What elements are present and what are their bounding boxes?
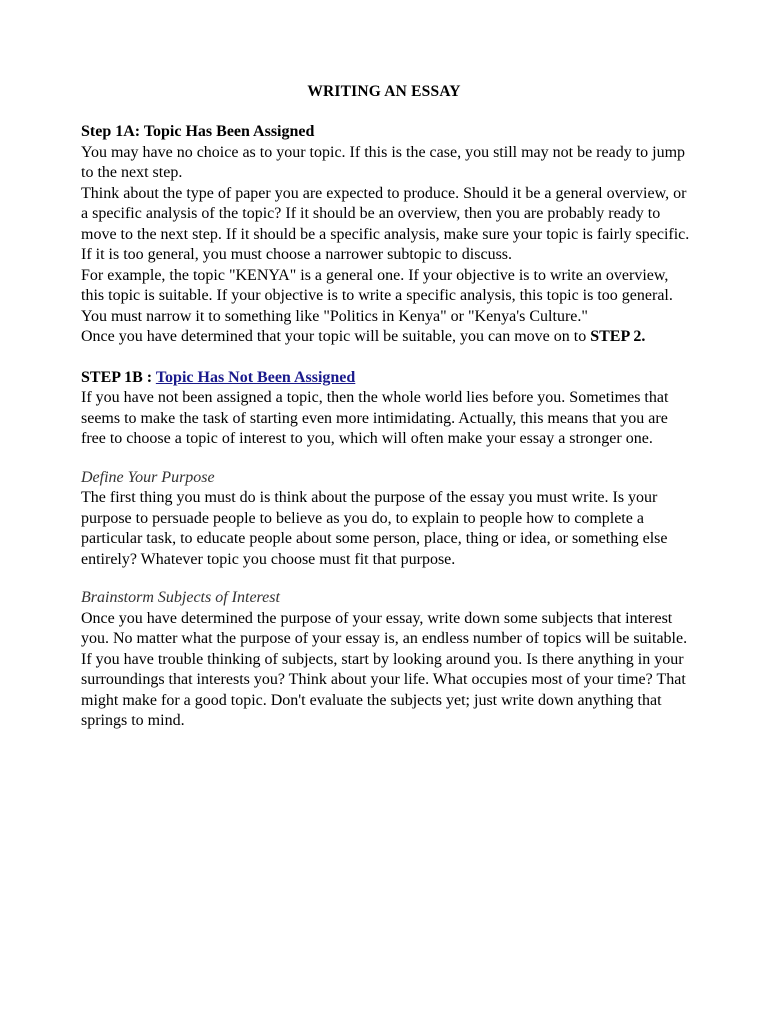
step-2-reference: STEP 2. bbox=[590, 328, 646, 345]
define-purpose-heading: Define Your Purpose bbox=[81, 468, 215, 486]
define-purpose-paragraph: The first thing you must do is think about the purpose of the essay you must write. Is your purpose to persuade people to believe as you do, to explain to people how to complete a particular task, to educate people about some person, place, thing or idea, or something else entirely? Whatever topic you choose must fit that purpose. bbox=[81, 489, 668, 568]
step-1b-paragraph-1: If you have not been assigned a topic, then the whole world lies before you. Sometimes that seems to make the task of starting even more intimidating. Actually, this means that you are free to choose a topic of interest to you, which will often make your essay a stronger one. bbox=[81, 389, 669, 447]
step-1a-paragraph-4-text: Once you have determined that your topic will be suitable, you can move on to bbox=[81, 328, 591, 345]
step-1a-paragraph-3: For example, the topic "KENYA" is a general one. If your objective is to write an overview, this topic is suitable. If your objective is to write a specific analysis, this topic is too general. You must narrow it to something like "Politics in Kenya" or "Kenya's Culture." bbox=[81, 266, 673, 325]
step-1b-heading bbox=[81, 368, 693, 389]
brainstorm-heading: Brainstorm Subjects of Interest bbox=[81, 589, 280, 606]
step-1a-heading: Step 1A: Topic Has Been Assigned bbox=[81, 123, 315, 140]
document-title: WRITING AN ESSAY bbox=[307, 83, 461, 100]
step-1b-heading-prefix: STEP 1B : bbox=[81, 368, 156, 386]
brainstorm-paragraph-1: Once you have determined the purpose of your essay, write down some subjects that interest you. No matter what the purpose of your essay is, an endless number of topics will be suitable. bbox=[81, 609, 688, 647]
step-1a-paragraph-1: You may have no choice as to your topic. If this is the case, you still may not be ready to jump to the next step. bbox=[81, 143, 686, 181]
brainstorm-paragraph-2: If you have trouble thinking of subjects, start by looking around you. Is there anything in your surroundings that interests you? Think about your life. What occupies most of your time? That might make for a good topic. Don't evaluate the subjects yet; just write down anything that springs to mind. bbox=[81, 650, 686, 729]
step-1a-paragraph-2: Think about the type of paper you are expected to produce. Should it be a general overview, or a specific analysis of the topic? If it should be an overview, then you are probably ready to move to the next step. If it should be a specific analysis, make sure your topic is fairly specific. If it is too general, you must choose a narrower subtopic to discuss. bbox=[81, 184, 690, 263]
document-body bbox=[81, 122, 693, 732]
topic-not-assigned-link[interactable]: Topic Has Not Been Assigned bbox=[155, 368, 356, 386]
step-1a-paragraph-4 bbox=[81, 327, 693, 348]
